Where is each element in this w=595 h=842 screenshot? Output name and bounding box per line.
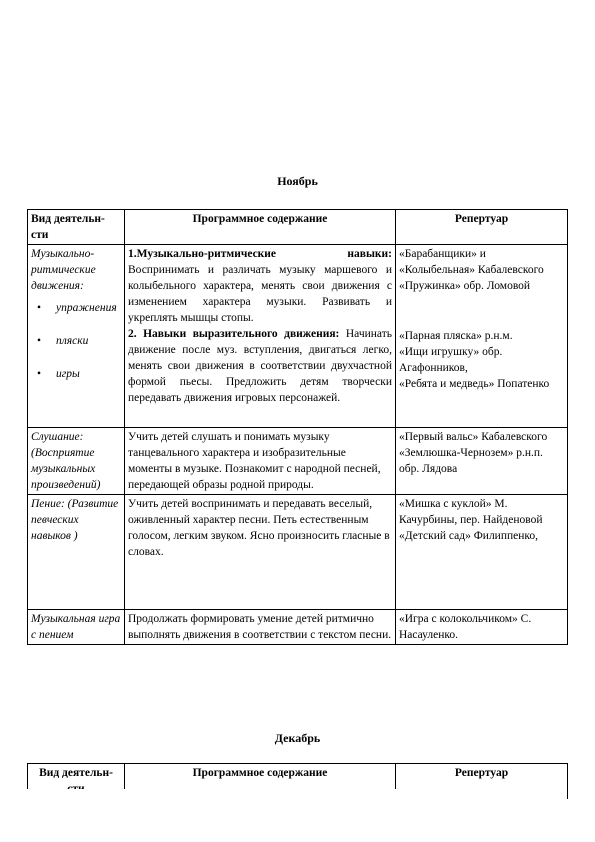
header-activity-type: Вид деятельн- bbox=[28, 764, 125, 799]
repertoire-item: «Ребята и медведь» Попатенко bbox=[399, 378, 550, 390]
table-row bbox=[28, 245, 568, 428]
activity-type-cell: Пение: (Развитие певческих навыков ) bbox=[28, 495, 125, 610]
list-item: • упражнения bbox=[31, 300, 121, 316]
activity-type-cell: Музыкальная игра с пением bbox=[28, 610, 125, 645]
header-program-content: Программное содержание bbox=[125, 764, 396, 799]
activity-type-cell bbox=[28, 245, 125, 428]
month-title-november: Ноябрь bbox=[277, 174, 318, 188]
page-bottom-mask bbox=[27, 789, 567, 842]
activity-type-title: Музыкально-ритмические движения: bbox=[31, 248, 96, 292]
section-text: Воспринимать и различать музыку маршевого и колыбельного характера, менять свои движения с изменением характера музыки. Развивать и укреплять мышцы стопы. bbox=[128, 264, 392, 324]
program-content-cell: Учить детей воспринимать и передавать веселый, оживленный характер песни. Петь естественным голосом, легким звуком. Ясно произносить гласные в словах. bbox=[125, 495, 396, 610]
repertoire-cell bbox=[396, 245, 568, 428]
repertoire-cell: «Игра с колокольчиком» С. Насауленко. bbox=[396, 610, 568, 645]
repertoire-cell bbox=[396, 495, 568, 610]
program-content-cell bbox=[125, 245, 396, 428]
list-item: • пляски bbox=[31, 333, 121, 349]
header-repertoire: Репертуар bbox=[396, 764, 568, 799]
repertoire-item: «Ищи игрушку» обр. Агафонников, bbox=[399, 346, 503, 374]
november-plan-table bbox=[27, 209, 568, 645]
repertoire-cell bbox=[396, 428, 568, 495]
repertoire-item: «Барабанщики» и «Колыбельная» Кабалевского bbox=[399, 248, 544, 276]
activity-bullet-list bbox=[31, 300, 121, 382]
repertoire-item: «Парная пляска» р.н.м. bbox=[399, 330, 513, 342]
repertoire-item: «Детский сад» Филиппенко, bbox=[399, 530, 539, 542]
program-content-cell: Продолжать формировать умение детей ритмично выполнять движения в соответствии с текстом песни. bbox=[125, 610, 396, 645]
header-program-content: Программное содержание bbox=[125, 210, 396, 245]
repertoire-item: «Пружинка» обр. Ломовой bbox=[399, 280, 531, 292]
table-header-row bbox=[28, 210, 568, 245]
month-title-december: Декабрь bbox=[274, 731, 321, 745]
table-row bbox=[28, 428, 568, 495]
section-title: 1.Музыкально-ритмические навыки: bbox=[128, 248, 392, 260]
activity-type-cell: Слушание: (Восприятие музыкальных произведений) bbox=[28, 428, 125, 495]
repertoire-item: «Первый вальс» Кабалевского bbox=[399, 431, 548, 443]
section-text: Начинать движение после муз. вступления, двигаться легко, менять свои движения в соответствии двухчастной формой пьесы. Предложить детям творчески передавать движения игровых персонажей. bbox=[128, 328, 392, 404]
repertoire-item: «Землюшка-Чернозем» р.н.п. обр. Лядова bbox=[399, 447, 543, 475]
header-activity-type: Вид деятельн-сти bbox=[28, 210, 125, 245]
header-repertoire: Репертуар bbox=[396, 210, 568, 245]
repertoire-item: «Мишка с куклой» М. Качурбины, пер. Найденовой bbox=[399, 498, 543, 526]
table-row bbox=[28, 495, 568, 610]
list-item: • игры bbox=[31, 366, 121, 382]
program-content-cell: Учить детей слушать и понимать музыку танцевального характера и изобразительные моменты в музыке. Познакомит с народной песней, передающей образы родной природы. bbox=[125, 428, 396, 495]
section-title: 2. Навыки выразительного движения: bbox=[128, 328, 340, 340]
table-row bbox=[28, 610, 568, 645]
